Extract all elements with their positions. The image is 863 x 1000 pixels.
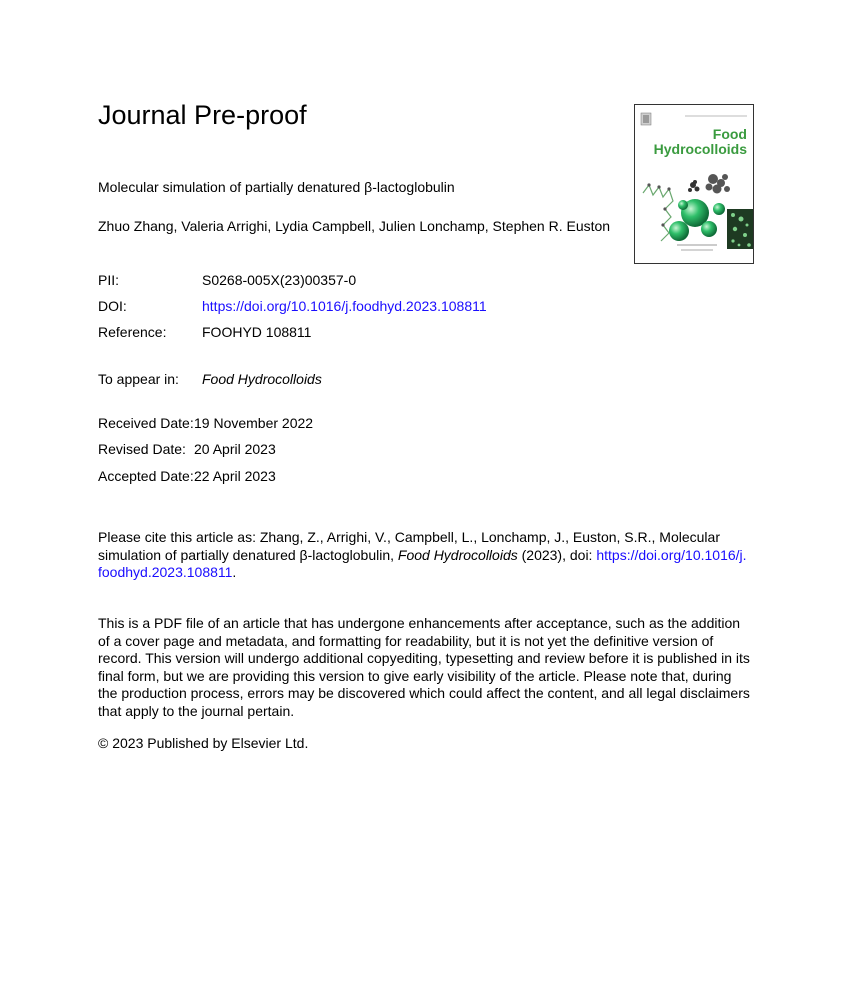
cover-journal-name: Food Hydrocolloids [653,126,747,157]
pii-row [98,271,356,289]
received-row [98,414,313,432]
appear-value: Food Hydrocolloids [202,371,322,387]
copyright-line: © 2023 Published by Elsevier Ltd. [98,735,309,751]
doi-label: DOI: [98,298,127,314]
doi-row [98,297,487,315]
revised-row [98,440,276,458]
received-label: Received Date: [98,415,194,431]
page-title: Journal Pre-proof [98,100,307,130]
citation-paragraph [98,529,750,582]
reference-row [98,323,311,341]
article-authors: Zhuo Zhang, Valeria Arrighi, Lydia Campbell, Julien Lonchamp, Stephen R. Euston [98,218,611,234]
revised-label: Revised Date: [98,441,186,457]
received-value: 19 November 2022 [194,415,314,431]
citation-prefix: Please cite this article as: Zhang, Z., Arrighi, V., Campbell, L., Lonchamp, J., Euston, S.R., Molecular simulation of partially denatured β-lactoglobulin, [98,529,720,563]
notice-paragraph: This is a PDF file of an article that has undergone enhancements after acceptance, such as the addition of a cover page and metadata, and formatting for readability, but it is not yet the definitive version of record. This version will undergo additional copyediting, typesetting and review before it is published in its final form, but we are providing this version to give early visibility of the article. Please note that, during the production process, errors may be discovered which could affect the content, and all legal disclaimers that apply to the journal pertain. [98,615,750,719]
accepted-row [98,467,276,485]
doi-link[interactable]: https://doi.org/10.1016/j.foodhyd.2023.108811 [202,298,487,314]
pii-label: PII: [98,272,120,288]
citation-doi-link[interactable]: https://doi.org/10.1016/j.foodhyd.2023.108811 [98,546,747,580]
citation-suffix: . [232,564,237,580]
article-title: Molecular simulation of partially denatured β-lactoglobulin [98,179,455,195]
citation-journal: Food Hydrocolloids [397,546,518,563]
citation-year-doi: (2023), doi: [517,546,597,563]
revised-value: 20 April 2023 [194,441,276,457]
appear-row [98,370,322,388]
appear-label: To appear in: [98,371,179,387]
pii-value: S0268-005X(23)00357-0 [202,272,357,288]
journal-cover-image [634,104,754,264]
reference-value: FOOHYD 108811 [202,324,312,340]
reference-label: Reference: [98,324,167,340]
accepted-label: Accepted Date: [98,468,194,484]
accepted-value: 22 April 2023 [194,468,276,484]
